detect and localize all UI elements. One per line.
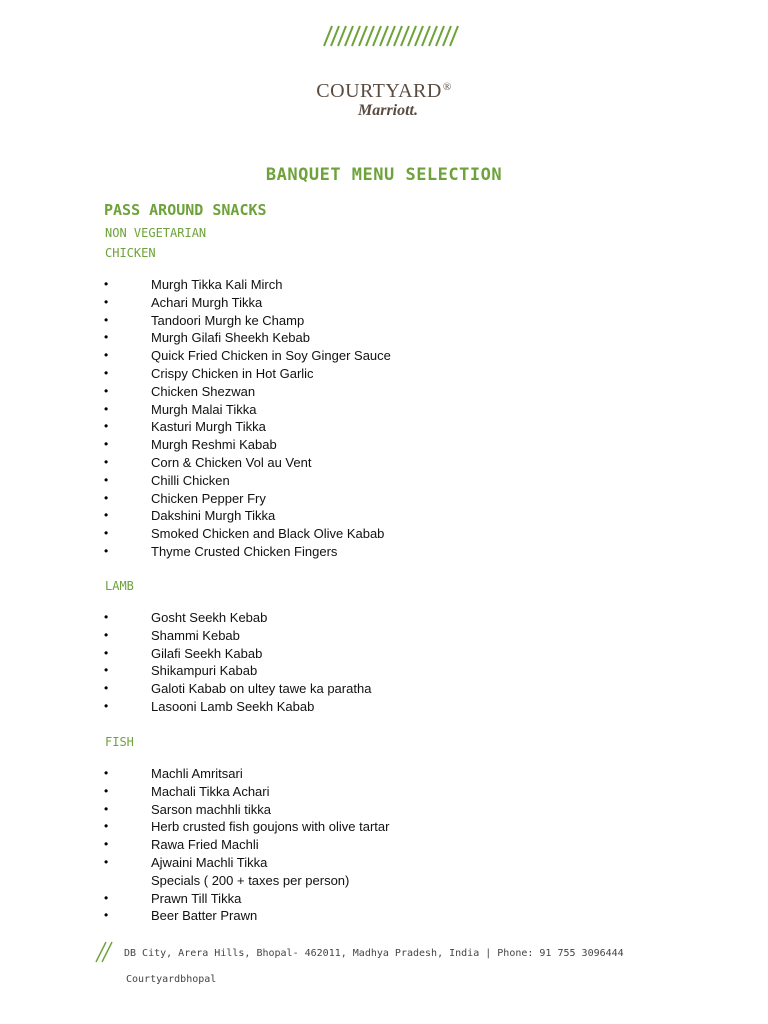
footer-address: DB City, Arera Hills, Bhopal- 462011, Madhya Pradesh, India | Phone: 91 755 3096444: [124, 948, 624, 959]
list-item: [104, 680, 371, 698]
list-item: [104, 783, 389, 801]
bullet-icon: •: [104, 854, 109, 869]
item-label: Quick Fried Chicken in Soy Ginger Sauce: [151, 348, 391, 364]
item-label: Murgh Reshmi Kabab: [151, 437, 277, 453]
list-item: [104, 662, 371, 680]
item-label: Galoti Kabab on ultey tawe ka paratha: [151, 681, 372, 697]
bullet-icon: •: [104, 508, 109, 523]
group-heading-lamb: LAMB: [105, 579, 134, 593]
bullet-icon: •: [104, 454, 109, 469]
stripes-logo-mark: [322, 25, 462, 47]
item-label: Murgh Malai Tikka: [151, 401, 257, 417]
item-label: Gosht Seekh Kebab: [151, 610, 268, 625]
list-item: [104, 276, 391, 294]
lamb-list: [104, 609, 371, 716]
list-item: [104, 627, 371, 645]
item-label: Corn & Chicken Vol au Vent: [151, 454, 312, 470]
list-item: [104, 836, 389, 854]
list-item: [104, 525, 391, 543]
logo-main-text: COURTYARD: [316, 80, 442, 102]
list-item: [104, 854, 389, 872]
fish-list: [104, 765, 389, 925]
item-label: Achari Murgh Tikka: [151, 294, 263, 310]
bullet-icon: •: [104, 348, 109, 363]
item-label: Chilli Chicken: [151, 472, 230, 488]
list-item: [104, 609, 371, 627]
specials-note: [104, 872, 389, 890]
item-label: Prawn Till Tikka: [151, 890, 242, 906]
list-item: [104, 365, 391, 383]
item-label: Sarson machhli tikka: [151, 801, 271, 817]
item-label: Herb crusted fish goujons with olive tartar: [151, 819, 390, 835]
list-item: [104, 436, 391, 454]
item-label: Kasturi Murgh Tikka: [151, 419, 266, 435]
bullet-icon: •: [104, 312, 109, 327]
item-label: Machli Amritsari: [151, 766, 243, 781]
bullet-icon: •: [104, 419, 109, 434]
logo-wordmark: [0, 76, 768, 102]
item-label: Murgh Tikka Kali Mirch: [151, 277, 283, 292]
group-heading-fish: FISH: [105, 735, 134, 749]
item-label: Lasooni Lamb Seekh Kabab: [151, 698, 315, 714]
list-item: [104, 890, 389, 908]
item-label: Rawa Fried Machli: [151, 837, 259, 853]
list-item: [104, 294, 391, 312]
bullet-icon: •: [104, 526, 109, 541]
category-heading: NON VEGETARIAN: [105, 226, 207, 240]
bullet-icon: •: [104, 277, 109, 291]
bullet-icon: •: [104, 801, 109, 816]
list-item: [104, 645, 371, 663]
list-item: [104, 418, 391, 436]
item-label: Dakshini Murgh Tikka: [151, 508, 276, 524]
bullet-icon: •: [104, 837, 109, 852]
list-item: [104, 383, 391, 401]
bullet-icon: •: [104, 401, 109, 416]
item-label: Ajwaini Machli Tikka: [151, 854, 268, 870]
list-item: [104, 907, 389, 925]
item-label: Chicken Shezwan: [151, 383, 256, 399]
page-title: BANQUET MENU SELECTION: [265, 165, 503, 185]
bullet-icon: •: [104, 365, 109, 380]
bullet-icon: •: [104, 698, 109, 713]
list-item: [104, 454, 391, 472]
bullet-icon: •: [104, 681, 109, 696]
list-item: [104, 801, 389, 819]
bullet-icon: •: [104, 490, 109, 505]
bullet-icon: •: [104, 908, 109, 923]
item-label: Machali Tikka Achari: [151, 783, 270, 799]
section-title: PASS AROUND SNACKS: [104, 201, 267, 219]
item-label: Shammi Kebab: [151, 627, 240, 643]
bullet-icon: •: [104, 819, 109, 834]
item-label: Gilafi Seekh Kabab: [151, 645, 263, 661]
bullet-icon: •: [104, 645, 109, 660]
bullet-icon: •: [104, 627, 109, 642]
bullet-icon: •: [104, 330, 109, 345]
bullet-icon: •: [104, 294, 109, 309]
bullet-icon: •: [104, 543, 109, 558]
bullet-icon: •: [104, 783, 109, 798]
item-label: Tandoori Murgh ke Champ: [151, 312, 305, 328]
bullet-icon: •: [104, 766, 109, 780]
registered-mark: ®: [442, 81, 452, 93]
list-item: [104, 329, 391, 347]
list-item: [104, 312, 391, 330]
bullet-icon: •: [104, 890, 109, 905]
footer-slash-mark: [94, 940, 118, 964]
list-item: [104, 507, 391, 525]
list-item: [104, 472, 391, 490]
specials-note-text: Specials ( 200 + taxes per person): [151, 872, 350, 888]
item-label: Smoked Chicken and Black Olive Kabab: [151, 526, 385, 542]
footer-social-handle: Courtyardbhopal: [126, 974, 217, 985]
bullet-icon: •: [104, 663, 109, 678]
list-item: [104, 490, 391, 508]
logo-subbrand: Marriott.: [357, 102, 418, 119]
list-item: [104, 401, 391, 419]
list-item: [104, 818, 389, 836]
bullet-icon: •: [104, 383, 109, 398]
courtyard-marriott-logo: [0, 76, 768, 120]
bullet-icon: •: [104, 610, 109, 624]
item-label: Murgh Gilafi Sheekh Kebab: [151, 330, 310, 346]
bullet-icon: •: [104, 472, 109, 487]
list-item: [104, 347, 391, 365]
group-heading-chicken: CHICKEN: [105, 246, 156, 260]
item-label: Thyme Crusted Chicken Fingers: [151, 543, 338, 559]
chicken-list: [104, 276, 391, 561]
item-label: Crispy Chicken in Hot Garlic: [151, 365, 314, 381]
list-item: [104, 765, 389, 783]
item-label: Chicken Pepper Fry: [151, 490, 266, 506]
item-label: Shikampuri Kabab: [151, 663, 258, 679]
bullet-icon: •: [104, 437, 109, 452]
list-item: [104, 543, 391, 561]
list-item: [104, 698, 371, 716]
item-label: Beer Batter Prawn: [151, 908, 258, 924]
